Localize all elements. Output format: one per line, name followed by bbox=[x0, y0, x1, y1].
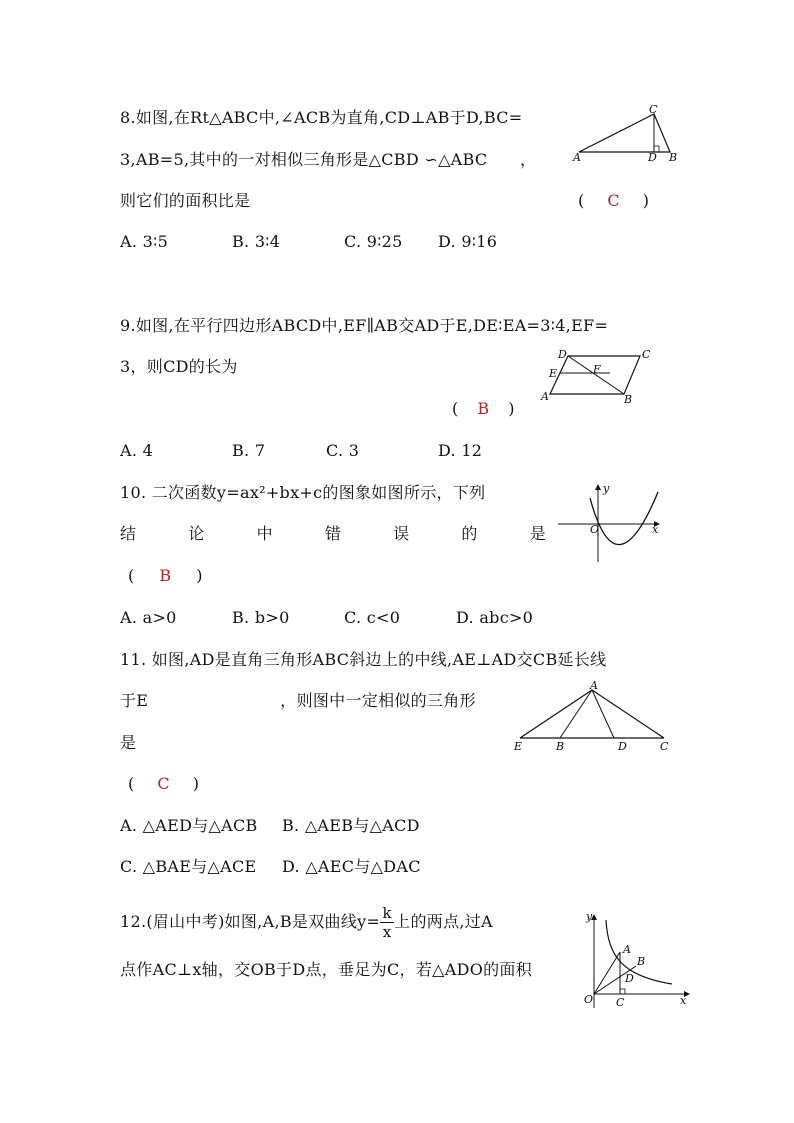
q12-line1-start: 12.(眉山中考)如图,A,B是双曲线y= bbox=[120, 912, 381, 931]
q11-option-b: B. △AEB与△ACD bbox=[282, 816, 420, 835]
q10-option-d: D. abc>0 bbox=[456, 608, 534, 627]
q8-option-d: D. 9∶16 bbox=[438, 232, 498, 251]
q10-word: 的 bbox=[461, 524, 478, 543]
q10-label-o: O bbox=[590, 523, 600, 536]
q12-label-a: A bbox=[623, 943, 631, 956]
q9-paren-close: ) bbox=[508, 399, 515, 418]
q11-option-a: A. △AED与△ACB bbox=[120, 816, 258, 835]
q9-option-c: C. 3 bbox=[326, 441, 360, 460]
q10-label-y: y bbox=[603, 482, 610, 495]
q9-options bbox=[120, 441, 482, 461]
q8-options bbox=[120, 232, 497, 252]
q8-option-c: C. 9∶25 bbox=[344, 232, 403, 251]
q9-label-f: F bbox=[593, 363, 601, 376]
q9-line2: 3，则CD的长为 bbox=[120, 357, 238, 376]
q9-option-d: D. 12 bbox=[438, 441, 483, 460]
q10-options bbox=[120, 608, 533, 628]
q10-line1: 10. 二次函数y=ax²+bx+c的图象如图所示，下列 bbox=[120, 483, 486, 502]
q11-options-row1 bbox=[120, 816, 420, 836]
q12-label-c: C bbox=[616, 996, 625, 1009]
q11-line2-end: ，则图中一定相似的三角形 bbox=[280, 691, 476, 710]
q9-label-b: B bbox=[624, 393, 633, 406]
q12-label-x: x bbox=[680, 994, 687, 1007]
q10-option-b: B. b>0 bbox=[232, 608, 290, 627]
q9-answer: B bbox=[477, 399, 490, 418]
q8-label-a: A bbox=[573, 151, 581, 164]
q8-answer-paren bbox=[578, 191, 649, 210]
q10-word: 误 bbox=[393, 524, 410, 543]
q11-options-row2 bbox=[120, 857, 421, 877]
q12-label-d: D bbox=[625, 972, 634, 985]
q8-option-b: B. 3∶4 bbox=[232, 232, 281, 251]
q10-answer-paren bbox=[128, 566, 202, 585]
q12-label-o: O bbox=[584, 993, 594, 1006]
q11-option-c: C. △BAE与△ACE bbox=[120, 857, 257, 876]
q12-fraction-numerator: k bbox=[380, 904, 394, 923]
q10-answer: B bbox=[159, 566, 172, 585]
q11-triangle-figure bbox=[510, 680, 674, 756]
q10-option-a: A. a>0 bbox=[120, 608, 177, 627]
q12-fraction bbox=[380, 904, 394, 941]
q8-label-d: D bbox=[648, 151, 657, 164]
q9-option-b: B. 7 bbox=[232, 441, 266, 460]
q10-word: 论 bbox=[188, 524, 205, 543]
q12-line2: 点作AC⊥x轴，交OB于D点，垂足为C，若△ADO的面积 bbox=[120, 960, 533, 979]
q9-label-c: C bbox=[642, 348, 651, 361]
q12-line1-end: 上的两点,过A bbox=[394, 912, 493, 931]
q11-line3: 是 bbox=[120, 733, 137, 752]
q11-answer: C bbox=[157, 774, 170, 793]
q10-paren-open: ( bbox=[128, 566, 135, 585]
q10-line2 bbox=[120, 524, 546, 544]
q11-line1: 11. 如图,AD是直角三角形ABC斜边上的中线,AE⊥AD交CB延长线 bbox=[120, 650, 607, 669]
q10-word: 是 bbox=[529, 524, 546, 543]
q8-triangle-figure bbox=[570, 100, 682, 166]
q11-line2-start: 于E bbox=[120, 691, 149, 710]
q8-line1: 8.如图,在Rt△ABC中,∠ACB为直角,CD⊥AB于D,BC= bbox=[120, 108, 523, 127]
q11-label-e: E bbox=[514, 740, 523, 753]
q9-paren-open: ( bbox=[452, 399, 459, 418]
q11-label-b: B bbox=[556, 740, 565, 753]
q10-parabola-figure bbox=[554, 480, 664, 566]
q12-hyperbola-figure bbox=[580, 908, 692, 1014]
q8-paren-open: ( bbox=[578, 191, 585, 210]
q8-paren-close: ) bbox=[642, 191, 649, 210]
q9-answer-paren bbox=[452, 399, 514, 418]
q10-paren-close: ) bbox=[196, 566, 203, 585]
q9-label-e: E bbox=[549, 367, 558, 380]
q8-label-c: C bbox=[649, 103, 658, 116]
q9-line1: 9.如图,在平行四边形ABCD中,EF∥AB交AD于E,DE∶EA=3∶4,EF= bbox=[120, 316, 609, 335]
q8-answer: C bbox=[607, 191, 620, 210]
q11-label-c: C bbox=[660, 740, 669, 753]
q11-option-d: D. △AEC与△DAC bbox=[282, 857, 421, 876]
q11-line2 bbox=[120, 691, 476, 711]
q12-fraction-denominator: x bbox=[382, 923, 392, 941]
q11-label-a: A bbox=[590, 680, 598, 692]
q12-label-y: y bbox=[586, 910, 593, 923]
q9-label-d: D bbox=[558, 348, 567, 361]
q9-label-a: A bbox=[541, 390, 549, 403]
q11-paren-close: ) bbox=[192, 774, 199, 793]
q10-label-x: x bbox=[652, 523, 659, 536]
q10-word: 结 bbox=[120, 524, 137, 543]
q8-option-a: A. 3∶5 bbox=[120, 232, 169, 251]
q9-parallelogram-figure bbox=[538, 346, 656, 406]
q8-line3: 则它们的面积比是 bbox=[120, 191, 251, 210]
q11-paren-open: ( bbox=[128, 774, 135, 793]
q10-option-c: C. c<0 bbox=[344, 608, 401, 627]
q11-answer-paren bbox=[128, 774, 199, 793]
q12-label-b: B bbox=[637, 955, 646, 968]
q12-line1 bbox=[120, 904, 493, 944]
q11-label-d: D bbox=[618, 740, 627, 753]
q10-word: 错 bbox=[324, 524, 342, 543]
q8-line2: 3,AB=5,其中的一对相似三角形是△CBD ∽△ABC ， bbox=[120, 150, 537, 169]
q8-label-b: B bbox=[669, 151, 678, 164]
q10-word: 中 bbox=[256, 524, 273, 543]
q9-option-a: A. 4 bbox=[120, 441, 154, 460]
